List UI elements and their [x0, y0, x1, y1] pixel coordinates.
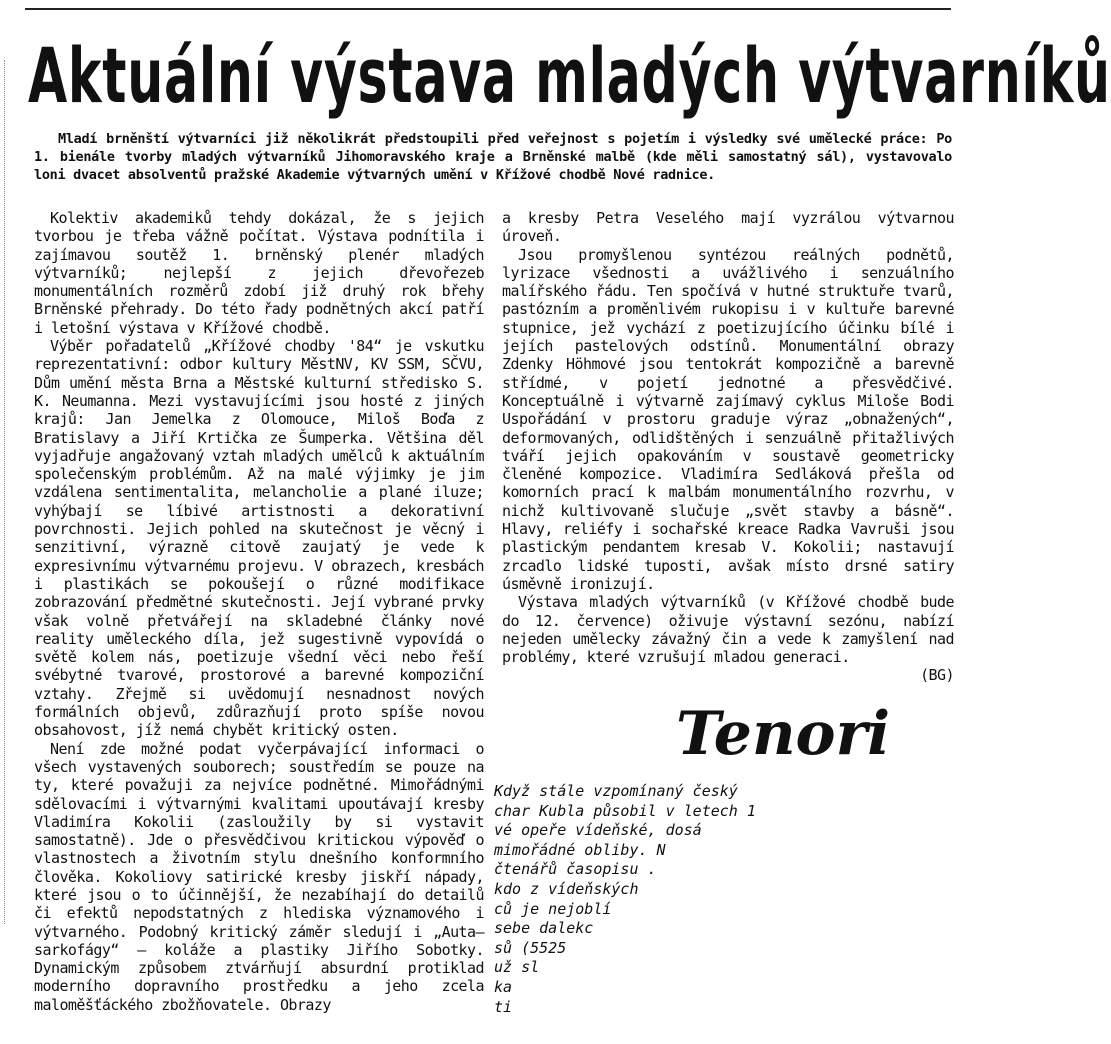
next-article-text — [494, 782, 824, 1017]
paragraph: Kolektiv akademiků tehdy dokázal, že s jejich tvorbou je třeba vážně počítat. Výstava podnítila i zajímavou soutěž 1. brněnský plenér mladých výtvarníků; nejlepší z jejich dřevořezeb monumentálních rozměrů zdobí již druhý rok břehy Brněnské přehrady. Do této řady podnětných akcí patří i letošní výstava v Křížové chodbě. — [34, 209, 484, 337]
paragraph: Výběr pořadatelů „Křížové chodby '84“ je vskutku reprezentativní: odbor kultury MěstNV, KV SSM, SČVU, Dům umění města Brna a Městské kulturní středisko S. K. Neumanna. Mezi vystavujícími jsou hosté z jiných krajů: Jan Jemelka z Olomouce, Miloš Boďa z Bratislavy a Jiří Krtička ze Šumperka. Většina děl vyjadřuje angažovaný vztah mladých umělců k aktuálním společenským problémům. Až na malé výjimky je jim vzdálena sentimentalita, melancholie a plané iluze; vyhýbají se líbivé artistnosti a dekorativní povrchnosti. Jejich pohled na skutečnost je věcný i senzitivní, výrazně citově zaujatý je vede k expresivnímu výtvarnému projevu. V obrazech, kresbách i plastikách se pokoušejí o různé modifikace zobrazování předmětné skutečnosti. Její vybrané prvky však volně přetvářejí na skladebné články nové reality uměleckého díla, jež sugestivně vypovídá o světě kolem nás, poetizuje všední věci nebo řeší svébytné tvarové, prostorové a barevné kompoziční vztahy. Zřejmě si uvědomují nesnadnost nových formálních objevů, zdůrazňují proto spíše novou obsahovost, jíž nemá chybět kritický osten. — [34, 337, 484, 740]
text-line: Když stále vzpomínaný český — [494, 782, 738, 800]
text-line: vé opeře vídeňské, dosá — [494, 821, 702, 840]
text-line: char Kubla působil v letech 1 — [494, 801, 756, 820]
paragraph: Jsou promyšlenou syntézou reálných podnětů, lyrizace všednosti a uvážlivého i senzuálního malířského řádu. Ten spočívá v hutné struktuře tvarů, pastózním a proměnlivém rukopisu i v kultuře barevné stupnice, jež vychází z poetizujícího účinku bílé i jejích pastelových odstínů. Monumentální obrazy Zdenky Höhmové jsou tentokrát kompozičně a barevně střídmé, v pojetí jednotné a přesvědčivé. Konceptuálně i výtvarně zajímavý cyklus Miloše Bodi Uspořádání v prostoru graduje výraz „obnažených“, deformovaných, odlidštěných i senzuálně přitažlivých tváří jejich opakováním v soustavě geometricky členěné kompozice. Vladimíra Sedláková přešla od komorních prací k malbám monumentálního rozvrhu, v nichž kultivovaně slučuje „svět stavby a básně“. Hlavy, reliéfy i sochařské kreace Radka Vavruši jsou plastickým pendantem kresab V. Kokolii; nastavují zrcadlo lidské tuposti, avšak místo drsné satiry úsměvně ironizují. — [502, 245, 954, 593]
article-headline: Aktuální výstava mladých výtvarníků — [28, 31, 1111, 120]
text-line: sebe dalekc — [494, 919, 594, 938]
paragraph: Výstava mladých výtvarníků (v Křížové chodbě bude do 12. července) oživuje výstavní sezónu, nabízí nejeden umělecky závažný čin a vede k zamyšlení nad problémy, které vzrušují mladou generaci. — [502, 593, 954, 667]
text-line: mimořádné obliby. N — [494, 840, 666, 859]
column-right — [502, 209, 954, 685]
next-article-title: Tenori — [676, 699, 890, 769]
text-line: ců je nejoblí — [494, 899, 612, 918]
text-line: už sl — [494, 958, 540, 977]
text-line: čtenářů časopisu . — [494, 860, 657, 879]
text-line: ti — [494, 997, 513, 1016]
paragraph: a kresby Petra Veselého mají vyzrálou výtvarnou úroveň. — [502, 209, 954, 246]
fold-line — [4, 60, 5, 924]
article-lead: Mladí brněnští výtvarníci již několikrát předstoupili před veřejnost s pojetím i výsledky své umělecké práce: Po 1. bienále tvorby mladých výtvarníků Jihomoravského kraje a Brněnské malbě (kde měli samostatný sál), vystavovalo loni dvacet absolventů pražské Akademie výtvarných umění v Křížové chodbě Nové radnice. — [34, 131, 952, 183]
paragraph: Není zde možné podat vyčerpávající informaci o všech vystavených souborech; soustředím se pouze na ty, které považuji za nejvíce podnětné. Mimořádnými sdělovacími i výtvarnými kvalitami upoutávají kresby Vladimíra Kokolii (zasloužily by si vystavit samostatně). Jde o přesvědčivou kritickou výpověď o vlastnostech a životním stylu dnešního konformního člověka. Kokoliovy satirické kresby jiskří nápady, které jsou o to účinnější, že nezabíhají do detailů či efektů nepodstatných z hlediska významového i výtvarného. Podobný kritický záměr sledují i „Auta—sarkofágy“ — koláže a plastiky Jiřího Sobotky. Dynamickým způsobem ztvárňují absurdní protiklad moderního dopravního prostředku a jeho zcela maloměšťáckého zbožňovatele. Obrazy — [34, 739, 484, 1014]
author-signature: (BG) — [920, 666, 954, 685]
column-left — [34, 209, 484, 1014]
text-line: ka — [494, 977, 513, 996]
text-line: sů (5525 — [494, 938, 567, 957]
text-line: kdo z vídeňských — [494, 879, 639, 898]
top-rule — [25, 8, 951, 10]
